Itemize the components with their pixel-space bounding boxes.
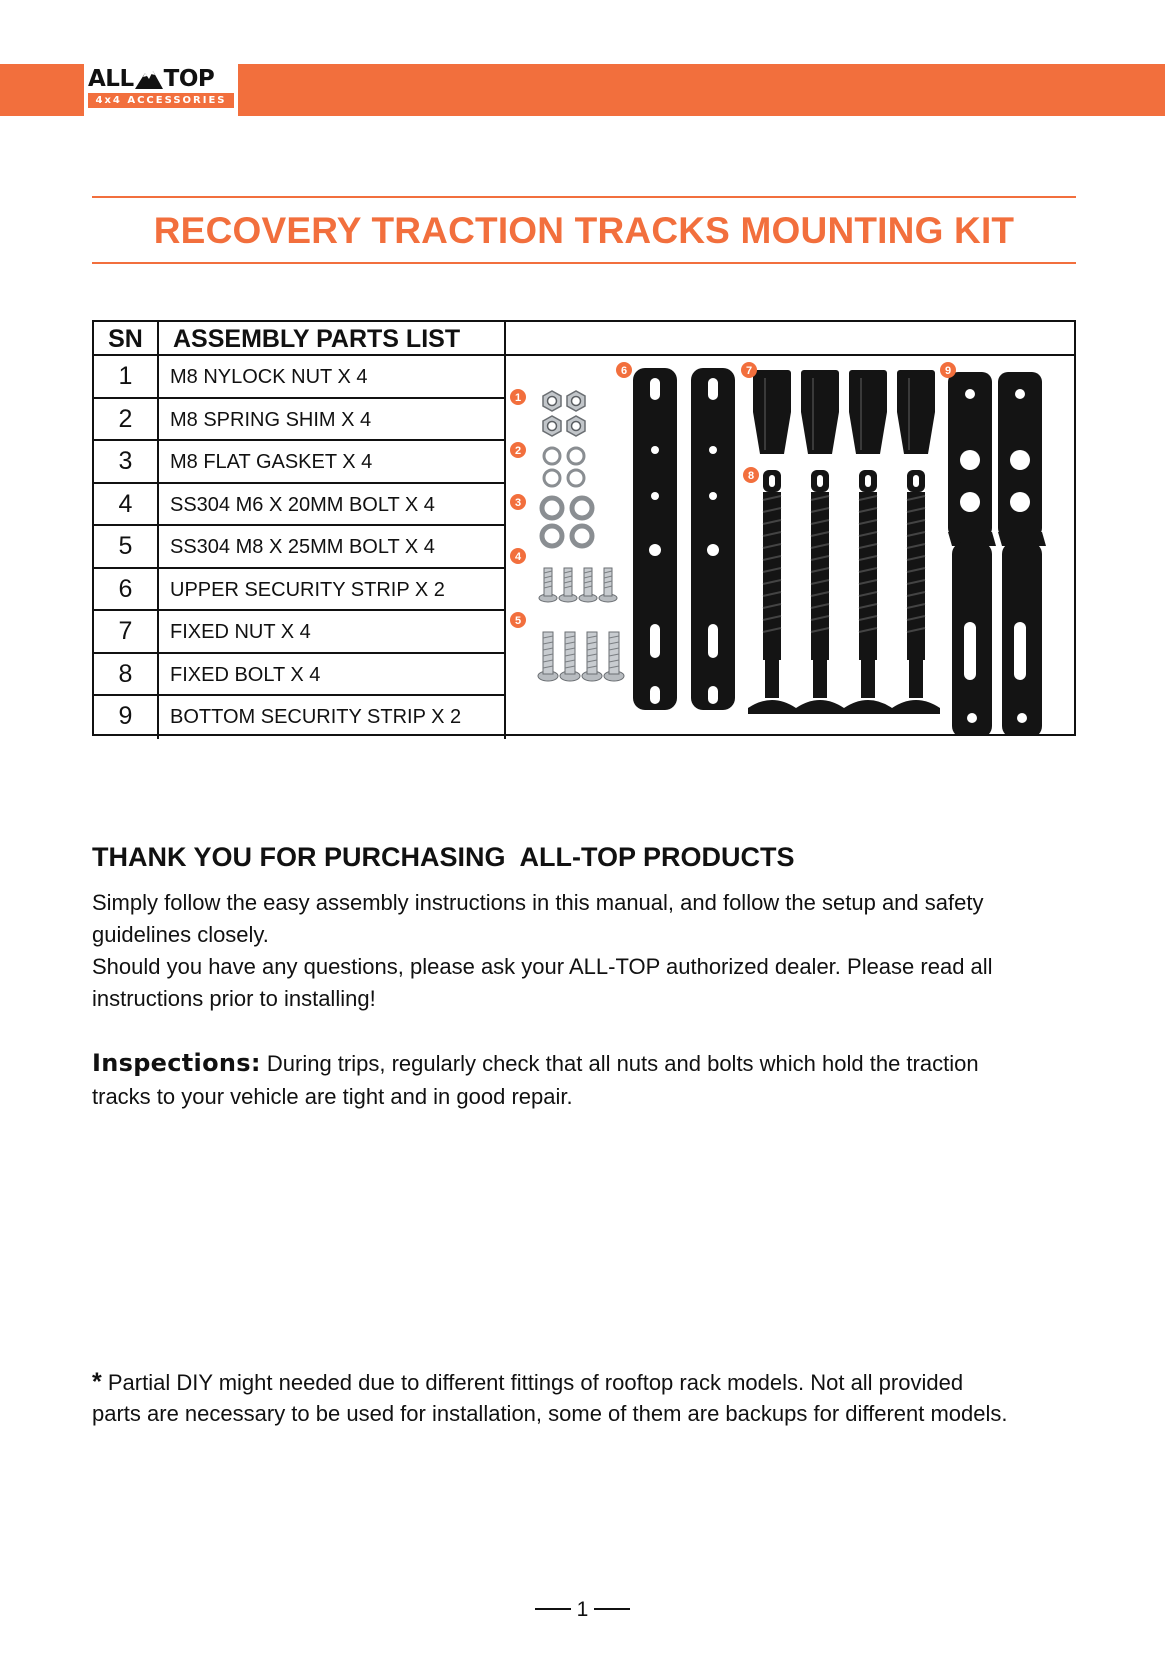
spring-shims — [544, 448, 584, 486]
table-row — [94, 611, 506, 654]
page-number-value: 1 — [576, 1598, 589, 1621]
row-sn: 8 — [94, 654, 159, 695]
inspections-label: Inspections: — [92, 1049, 261, 1077]
nylock-nuts — [543, 391, 585, 436]
table-row — [94, 696, 506, 739]
page-title: RECOVERY TRACTION TRACKS MOUNTING KIT — [153, 210, 1015, 251]
brand-logo — [84, 64, 238, 116]
intro-line-1: Simply follow the easy assembly instructions in this manual, and follow the setup and safety — [92, 890, 984, 915]
table-row — [94, 356, 506, 399]
figure-marker — [510, 442, 526, 458]
marker-label: 2 — [514, 445, 522, 457]
marker-label: 7 — [745, 365, 753, 377]
table-row — [94, 484, 506, 527]
footer-dash-right — [594, 1608, 630, 1610]
row-part-name: SS304 M8 X 25MM BOLT X 4 — [159, 526, 506, 567]
row-part-name: SS304 M6 X 20MM BOLT X 4 — [159, 484, 506, 525]
row-sn: 2 — [94, 399, 159, 440]
figure-marker — [940, 362, 956, 378]
table-row — [94, 569, 506, 612]
figure-marker — [743, 467, 759, 483]
note-text-1: Partial DIY might needed due to different fittings of rooftop rack models. Not all provided — [107, 1370, 964, 1395]
row-sn: 9 — [94, 696, 159, 739]
figure-marker — [510, 389, 526, 405]
row-part-name: UPPER SECURITY STRIP X 2 — [159, 569, 506, 610]
flat-gaskets — [542, 498, 592, 546]
header-sn: SN — [94, 322, 159, 356]
intro-line-2: guidelines closely. — [92, 922, 269, 947]
m6-bolts — [539, 568, 617, 602]
inspections-text: During trips, regularly check that all nuts and bolts which hold the traction — [266, 1051, 979, 1076]
logo-tagline: 4x4 ACCESSORIES — [88, 93, 234, 108]
header-image-cell — [506, 322, 1074, 356]
row-sn: 7 — [94, 611, 159, 652]
footer-dash-left — [535, 1608, 571, 1610]
note-line-1 — [92, 1367, 1102, 1398]
page-number — [0, 1598, 1165, 1622]
row-part-name: FIXED NUT X 4 — [159, 611, 506, 652]
title-rule-top — [92, 196, 1076, 198]
bottom-security-strips — [948, 372, 1046, 734]
asterisk: * — [92, 1368, 102, 1396]
parts-illustration — [506, 356, 1074, 734]
marker-label: 4 — [514, 551, 522, 563]
marker-label: 8 — [747, 470, 755, 482]
row-part-name: M8 FLAT GASKET X 4 — [159, 441, 506, 482]
upper-security-strips — [633, 368, 735, 710]
note-line-2: parts are necessary to be used for installation, some of them are backups for different models. — [92, 1401, 1008, 1426]
intro-line-3: Should you have any questions, please ask your ALL-TOP authorized dealer. Please read all — [92, 954, 993, 979]
marker-label: 5 — [514, 615, 522, 627]
row-sn: 4 — [94, 484, 159, 525]
row-part-name: M8 NYLOCK NUT X 4 — [159, 356, 506, 397]
figure-marker — [510, 494, 526, 510]
inspections-line-2: tracks to your vehicle are tight and in good repair. — [92, 1084, 573, 1109]
row-sn: 6 — [94, 569, 159, 610]
fixed-bolts — [748, 470, 940, 714]
parts-table — [92, 320, 1076, 736]
marker-label: 3 — [514, 497, 522, 509]
thanks-heading: THANK YOU FOR PURCHASING ALL-TOP PRODUCTS — [92, 842, 795, 872]
header-parts-list: ASSEMBLY PARTS LIST — [159, 322, 506, 356]
row-sn: 1 — [94, 356, 159, 397]
diy-note — [92, 1367, 1102, 1429]
marker-label: 1 — [514, 392, 522, 404]
row-part-name: BOTTOM SECURITY STRIP X 2 — [159, 696, 506, 739]
row-part-name: M8 SPRING SHIM X 4 — [159, 399, 506, 440]
table-row — [94, 399, 506, 442]
m8-bolts — [538, 632, 624, 681]
logo-wordmark: ALL TOP — [88, 66, 215, 92]
marker-label: 9 — [944, 365, 952, 377]
table-row — [94, 441, 506, 484]
intro-line-4: instructions prior to installing! — [92, 986, 376, 1011]
table-row — [94, 526, 506, 569]
title-rule-bottom — [92, 262, 1076, 264]
figure-marker — [510, 548, 526, 564]
inspections-line-1 — [92, 1047, 1082, 1080]
figure-marker — [510, 612, 526, 628]
mountain-icon — [135, 69, 163, 89]
table-row — [94, 654, 506, 697]
row-part-name: FIXED BOLT X 4 — [159, 654, 506, 695]
marker-label: 6 — [620, 365, 628, 377]
row-sn: 5 — [94, 526, 159, 567]
row-sn: 3 — [94, 441, 159, 482]
figure-marker — [741, 362, 757, 378]
fixed-nuts — [753, 370, 935, 454]
figure-marker — [616, 362, 632, 378]
